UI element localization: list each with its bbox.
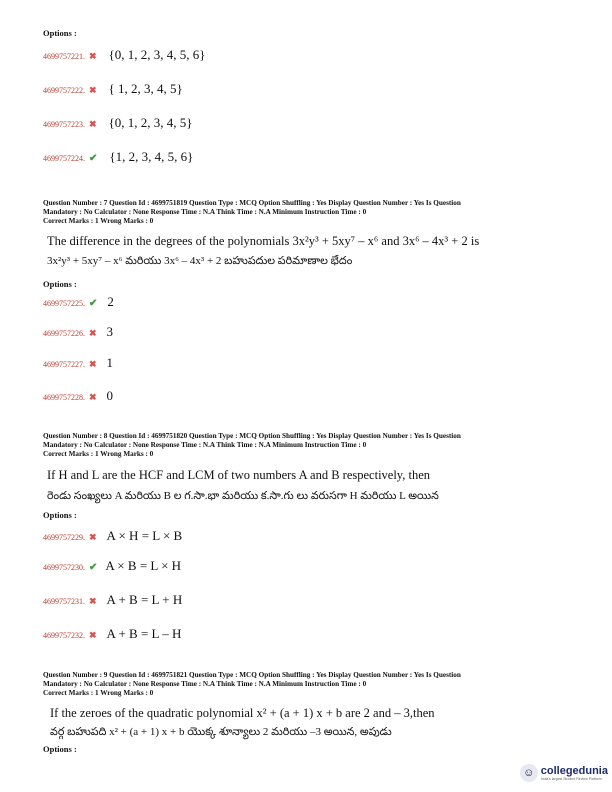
question-header-line: Question Number : 7 Question Id : 4699751819 Question Type : MCQ Option Shuffling : Yes Display Question Number : Yes Is Question [43, 199, 461, 207]
option-text: 1 [106, 355, 114, 370]
question-marks: Correct Marks : 1 Wrong Marks : 0 [43, 450, 154, 458]
option-row[interactable] [43, 387, 113, 405]
option-id: 4699757227. [43, 360, 85, 369]
option-row[interactable] [43, 591, 182, 609]
cross-icon: ✖ [89, 51, 97, 61]
option-row[interactable] [43, 557, 181, 575]
option-id: 4699757232. [43, 631, 85, 640]
question-9-header [43, 671, 583, 698]
option-text: 0 [106, 388, 114, 403]
question-9-text-en: If the zeroes of the quadratic polynomial x² + (a + 1) x + b are 2 and – 3,then [50, 706, 435, 720]
logo-mascot-icon: ☺ [520, 764, 538, 782]
option-row[interactable] [43, 114, 193, 132]
option-id: 4699757231. [43, 597, 85, 606]
options-label: Options : [43, 744, 77, 754]
cross-icon: ✖ [89, 532, 97, 542]
option-row[interactable] [43, 148, 193, 166]
option-text: {1, 2, 3, 4, 5, 6} [109, 149, 194, 164]
logo-tagline: India's largest Student Review Platform [540, 777, 602, 781]
cross-icon: ✖ [89, 392, 97, 402]
question-header-line: Mandatory : No Calculator : None Response Time : N.A Think Time : N.A Minimum Instruction Time : 0 [43, 680, 367, 688]
option-text: A + B = L – H [106, 626, 182, 641]
option-row[interactable] [43, 293, 114, 311]
cross-icon: ✖ [89, 328, 97, 338]
option-id: 4699757229. [43, 533, 85, 542]
option-row[interactable] [43, 625, 181, 643]
question-8-text-en: If H and L are the HCF and LCM of two numbers A and B respectively, then [47, 468, 431, 482]
question-9-text-te: వర్గ బహుపది x² + (a + 1) x + b యొక్క శూన్యాలు 2 మరియు –3 అయిన, అపుడు [50, 726, 392, 738]
cross-icon: ✖ [89, 630, 97, 640]
cross-icon: ✖ [89, 596, 97, 606]
cross-icon: ✖ [89, 359, 97, 369]
option-id: 4699757228. [43, 393, 85, 402]
option-id: 4699757225. [43, 299, 85, 308]
options-label: Options : [43, 28, 77, 38]
question-8-header [43, 432, 583, 459]
option-row[interactable] [43, 323, 113, 341]
question-8-text-te: రెండు సంఖ్యలు A మరియు B ల గ.సా.భా మరియు క.సా.గు లు వరుసగా H మరియు L అయిన [47, 490, 439, 502]
question-7-header [43, 199, 583, 226]
option-text: A + B = L + H [106, 592, 183, 607]
option-row[interactable] [43, 46, 206, 64]
check-icon: ✔ [89, 298, 98, 309]
option-text: { 1, 2, 3, 4, 5} [108, 81, 183, 96]
option-id: 4699757230. [43, 563, 85, 572]
question-marks: Correct Marks : 1 Wrong Marks : 0 [43, 217, 154, 225]
check-icon: ✔ [89, 562, 98, 573]
options-label: Options : [43, 510, 77, 520]
option-row[interactable] [43, 354, 113, 372]
question-marks: Correct Marks : 1 Wrong Marks : 0 [43, 689, 154, 697]
option-id: 4699757226. [43, 329, 85, 338]
option-id: 4699757222. [43, 86, 85, 95]
logo-name: collegedunia [540, 765, 608, 777]
question-7-text-te: 3x²y³ + 5xy⁷ – x⁶ మరియు 3x⁶ – 4x³ + 2 బహుపదుల పరిమాణాల భేదం [47, 255, 353, 267]
question-7-text-en: The difference in the degrees of the polynomials 3x²y³ + 5xy⁷ – x⁶ and 3x⁶ – 4x³ + 2 is [47, 234, 480, 248]
option-row[interactable] [43, 527, 182, 545]
option-text: {0, 1, 2, 3, 4, 5, 6} [108, 47, 206, 62]
option-text: 2 [107, 294, 114, 309]
question-header-line: Question Number : 9 Question Id : 4699751821 Question Type : MCQ Option Shuffling : Yes Display Question Number : Yes Is Question [43, 671, 461, 679]
option-row[interactable] [43, 80, 183, 98]
option-id: 4699757223. [43, 120, 85, 129]
check-icon: ✔ [89, 153, 98, 164]
option-id: 4699757221. [43, 52, 85, 61]
question-header-line: Mandatory : No Calculator : None Response Time : N.A Think Time : N.A Minimum Instruction Time : 0 [43, 208, 367, 216]
cross-icon: ✖ [89, 85, 97, 95]
option-text: {0, 1, 2, 3, 4, 5} [108, 115, 193, 130]
option-text: 3 [106, 324, 114, 339]
option-text: A × H = L × B [106, 528, 183, 543]
options-label: Options : [43, 279, 77, 289]
question-header-line: Mandatory : No Calculator : None Response Time : N.A Think Time : N.A Minimum Instruction Time : 0 [43, 441, 367, 449]
question-header-line: Question Number : 8 Question Id : 4699751820 Question Type : MCQ Option Shuffling : Yes Display Question Number : Yes Is Question [43, 432, 461, 440]
cross-icon: ✖ [89, 119, 97, 129]
option-text: A × B = L × H [105, 558, 182, 573]
collegedunia-logo[interactable] [520, 764, 608, 782]
option-id: 4699757224. [43, 154, 85, 163]
